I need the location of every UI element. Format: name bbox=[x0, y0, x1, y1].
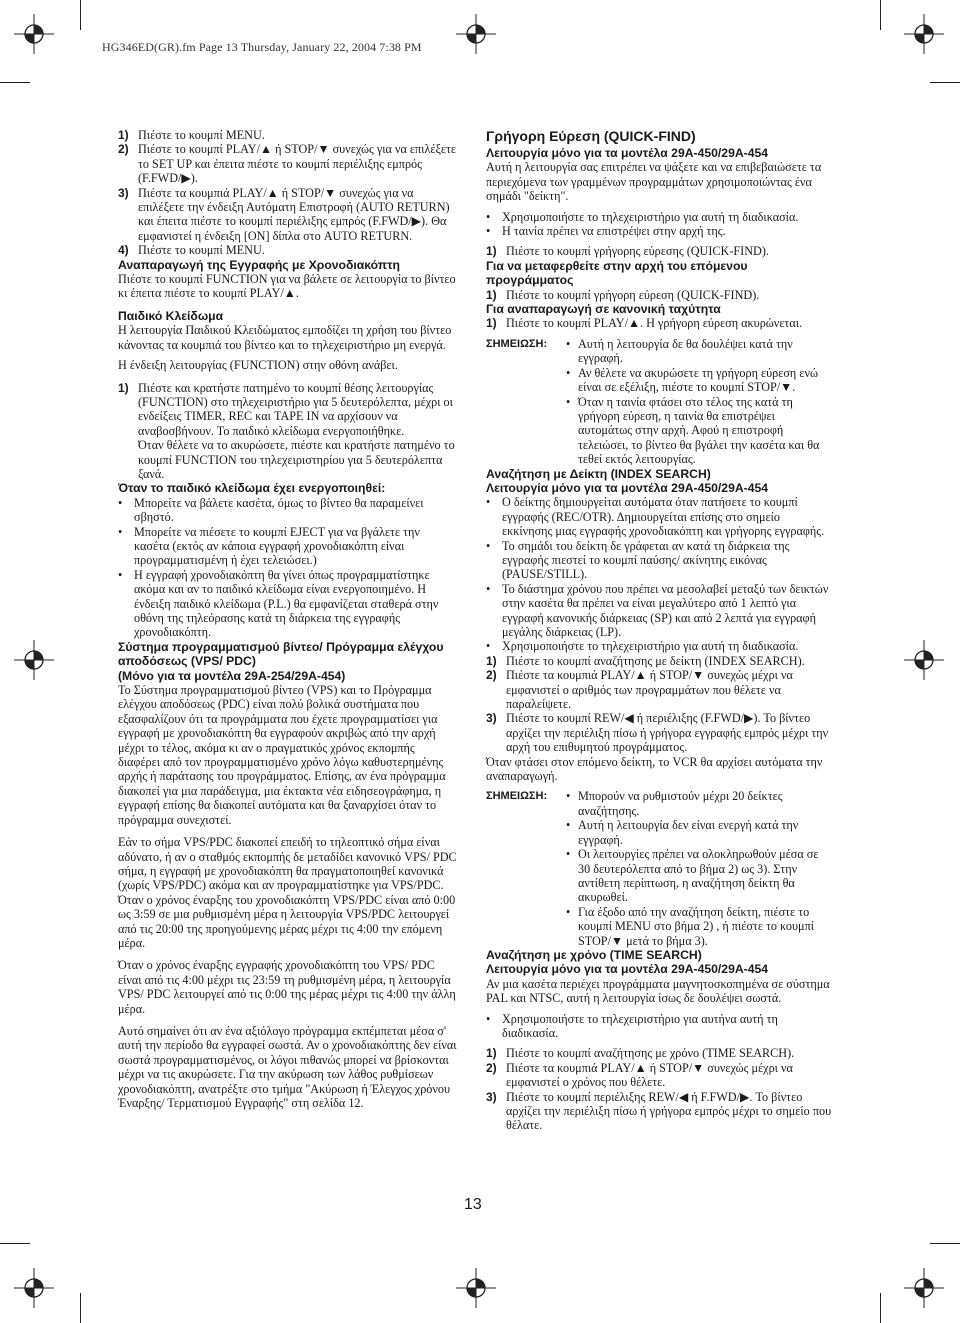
note-line: • Αν θέλετε να ακυρώσετε τη γρήγορη εύρεση ενώ είναι σε εξέλιξη, πιέστε το κουμπί STOP/▼. bbox=[566, 366, 832, 395]
note-line: • Μπορούν να ρυθμιστούν μέχρι 20 δείκτες αναζήτησης. bbox=[566, 789, 832, 818]
list-item: • Χρησιμοποιήστε το τηλεχειριστήριο για αυτή τη διαδικασία. bbox=[486, 210, 832, 224]
paragraph: Όταν ο χρόνος έναρξης εγγραφής χρονοδιακόπτη του VPS/ PDC είναι από τις 4:00 μέχρι τις 23:59 τη ρυθμισμένη μέρα, η λειτουργία VPS/ PDC λειτουργεί από τις 0:00 της μέρας μέχρι τις 4:00 την άλλη μέρα. bbox=[118, 958, 456, 1016]
step-text: Πιέστε το κουμπί αναζήτησης με δείκτη (INDEX SEARCH). bbox=[506, 653, 805, 668]
page-number: 13 bbox=[464, 1196, 482, 1213]
note-line: • Οι λειτουργίες πρέπει να ολοκληρωθούν μέσα σε 30 δευτερόλεπτα από το βήμα 2) ως 3). Στην αντίθετη περίπτωση, η αναζήτηση δείκτη θα ακυρωθεί. bbox=[566, 847, 832, 905]
step-number: 1) bbox=[486, 287, 497, 302]
step bbox=[118, 142, 458, 185]
note-label: ΣΗΜΕΙΩΣΗ: bbox=[486, 790, 548, 803]
step bbox=[486, 1061, 832, 1090]
model-note: Λειτουργία μόνο για τα μοντέλα 29A-450/29A-454 bbox=[486, 962, 769, 977]
note-line: • Όταν η ταινία φτάσει στο τέλος της κατά τη γρήγορη εύρεση, η ταινία θα επιστρέψει αυτομάτως στην αρχή. Αφού η επιστροφή τελειώσει, το βίντεο θα βγάλει την κασέτα και θα τεθεί εκτός λειτουργίας. bbox=[566, 395, 832, 467]
note-block bbox=[486, 337, 832, 467]
list-item-text: Το διάστημα χρόνου που πρέπει να μεσολαβεί μεταξύ των δεικτών στην κασέτα θα πρέπει να είναι μεγαλύτερο από 1 λεπτό για εγγραφή κανονικής διάρκειας (SP) και από 2 λεπτά για εγγραφή μεγάλης διάρκειας (LP). bbox=[502, 581, 829, 639]
step-text: Όταν θέλετε να το ακυρώσετε, πιέστε και κρατήστε πατημένο το κουμπί FUNCTION του τηλεχειριστηρίου για 5 δευτερόλεπτα ξανά. bbox=[138, 438, 455, 481]
section-heading-quick-find: Γρήγορη Εύρεση (QUICK-FIND) bbox=[486, 128, 696, 144]
crop-line bbox=[880, 0, 881, 30]
step-text: Πιέστε το κουμπί PLAY/▲ ή STOP/▼ συνεχώς για να επιλέξετε το SET UP και έπειτα πιέστε το κουμπί περιέλιξης εμπρός (F.FWD/▶). bbox=[138, 142, 457, 186]
step bbox=[118, 243, 458, 257]
step-number: 3) bbox=[486, 1089, 497, 1104]
step bbox=[486, 1090, 832, 1133]
note-text: Αυτή η λειτουργία δεν είναι ενεργή κατά την εγγραφή. bbox=[578, 818, 799, 847]
step-text: Πιέστε το κουμπί REW/◀ ή περιέλιξης (F.FWD/▶). Το βίντεο αρχίζει την περιέλιξη πίσω ή γρήγορα εγγραφής εμπρός μέχρι την αρχή του επιθυμητού προγράμματος. bbox=[506, 711, 829, 755]
section-heading-child-lock-active: Όταν το παιδικό κλείδωμα έχει ενεργοποιηθεί: bbox=[118, 481, 386, 496]
step-text: Πιέστε τα κουμπιά PLAY/▲ ή STOP/▼ συνεχώς μέχρι να εμφανιστεί ο αριθμός των προγραμμάτων που θέλετε να παραλείψετε. bbox=[506, 668, 793, 712]
list-item-text: Χρησιμοποιήστε το τηλεχειριστήριο για αυτή τη διαδικασία. bbox=[502, 639, 799, 654]
registration-mark-bottom-left bbox=[14, 1268, 54, 1308]
note-label: ΣΗΜΕΙΩΣΗ: bbox=[486, 337, 548, 350]
crop-line bbox=[80, 0, 81, 30]
section-heading-vps-pdc: Σύστημα προγραμματισμού βίντεο/ Πρόγραμμα ελέγχου αποδόσεως (VPS/ PDC) bbox=[118, 639, 444, 669]
paragraph: Αυτή η λειτουργία σας επιτρέπει να ψάξετε και να επιβεβαιώσετε τα περιεχόμενα των γραμμένων προγραμμάτων χρησιμοποιώντας ένα σημάδι "δείκτη". bbox=[486, 160, 822, 204]
step-text: Πιέστε το κουμπί περιέλιξης REW/◀ ή F.FWD/▶. Το βίντεο αρχίζει την περιέλιξη πίσω ή γρήγορα εμπρός μέχρι το σημείο που θέλατε. bbox=[506, 1089, 832, 1133]
paragraph: Πιέστε το κουμπί FUNCTION για να βάλετε σε λειτουργία το βίντεο κι έπειτα πιέστε το κουμπί PLAY/▲. bbox=[118, 272, 456, 301]
paragraph: Αυτό σημαίνει ότι αν ένα αξιόλογο πρόγραμμα εκπέμπεται μέσα σ' αυτή την περίοδο θα εγγραφεί σωστά. Αν ο χρονοδιακόπτης δεν είναι σωστά προγραμματισμένος, οι λόγοι πιθανώς μπορεί να βρίσκονται μέχρι να τις ακυρώσετε. Για την ακύρωση των λάθος ρυθμίσεων χρονοδιακόπτη, ανατρέξτε στο τμήμα "Ακύρωση ή Έλεγχος χρόνου Έναρξης/ Τερματισμού Εγγραφής" στη σελίδα 12. bbox=[118, 1023, 457, 1110]
right-column bbox=[486, 128, 832, 1133]
step bbox=[486, 288, 832, 302]
step bbox=[118, 186, 458, 244]
list-item: • Χρησιμοποιήστε το τηλεχειριστήριο για αυτή τη διαδικασία. bbox=[486, 639, 832, 653]
step-number: 2) bbox=[486, 668, 497, 683]
note-text: Όταν η ταινία φτάσει στο τέλος της κατά τη γρήγορη εύρεση, η ταινία θα επιστρέψει αυτομάτως στην αρχή. Αφού η επιστροφή τελειώσει, το βίντεο θα βγάλει την κασέτα και θα τεθεί εκτός λειτουργίας. bbox=[578, 394, 820, 467]
crop-line bbox=[930, 82, 960, 83]
step-number: 3) bbox=[486, 711, 497, 726]
note-text: Για έξοδο από την αναζήτηση δείκτη, πιέστε το κουμπί MENU στο βήμα 2) , ή πιέστε το κουμπί STOP/▼ μετά το βήμα 3). bbox=[578, 904, 814, 948]
crop-line bbox=[80, 1293, 81, 1323]
list-item-text: Μπορείτε να βάλετε κασέτα, όμως το βίντεο θα παραμείνει σβηστό. bbox=[134, 495, 424, 525]
step bbox=[486, 244, 832, 258]
section-heading-normal-speed: Για αναπαραγωγή σε κανονική ταχύτητα bbox=[486, 302, 721, 317]
step bbox=[118, 381, 458, 482]
auto-return-steps bbox=[118, 128, 458, 258]
step-number: 3) bbox=[118, 185, 129, 200]
step bbox=[486, 668, 832, 711]
step bbox=[486, 316, 832, 330]
step-number: 1) bbox=[118, 128, 129, 142]
section-heading-timer-playback: Αναπαραγωγή της Εγγραφής με Χρονοδιακόπτη bbox=[118, 257, 400, 272]
registration-mark-mid-left bbox=[14, 640, 54, 680]
paragraph: Το Σύστημα προγραμματισμού βίντεο (VPS) και το Πρόγραμμα ελέγχου αποδόσεως (PDC) είναι πολύ βολικά συστήματα που εξασφαλίζουν ότι τα προγράμματα που έχετε προγραμματίσει για εγγραφή με χρονοδιακόπτη θα εγγραφούν ακριβώς από την αρχή μέχρι το τέλος, ακόμα κι αν ο πραγματικός χρόνος εκπομπής διαφέρει από τον προγραμματισμένο χρόνο λόγω καθυστερημένης αρχής ή παράτασης του προγράμματος. Επίσης, αν ένα πρόγραμμα διακοπεί για μια παράδειγμα, μια έκτακτα νέα ειδησεογράφημα, η εγγραφή επίσης θα διακοπεί αυτόματα και θα ξαναρχίσει όταν το πρόγραμμα συνεχιστεί. bbox=[118, 683, 446, 827]
list-item: • Το διάστημα χρόνου που πρέπει να μεσολαβεί μεταξύ των δεικτών στην κασέτα θα πρέπει να είναι μεγαλύτερο από 1 λεπτό για εγγραφή κανονικής διάρκειας (SP) και από 2 λεπτά για εγγραφή μεγάλης διάρκειας (LP). bbox=[486, 582, 832, 640]
step-number: 1) bbox=[118, 380, 129, 395]
step-number: 1) bbox=[486, 244, 497, 259]
list-item-text: Χρησιμοποιήστε το τηλεχειριστήριο για αυτήνα αυτή τη διαδικασία. bbox=[502, 1011, 778, 1040]
step-number: 4) bbox=[118, 243, 129, 258]
section-heading-next-program: Για να μεταφερθείτε στην αρχή του επόμενου προγράμματος bbox=[486, 258, 748, 288]
step bbox=[118, 128, 458, 142]
left-column bbox=[118, 128, 458, 1110]
list-item: • Η εγγραφή χρονοδιακόπτη θα γίνει όπως προγραμματίστηκε ακόμα και αν το παιδικό κλείδωμα είναι ενεργοποιημένο. Η ένδειξη παιδικό κλείδωμα (P.L.) θα εμφανίζεται σταθερά στην οθόνη της τηλεόρασης κατά τη διάρκεια της εγγραφής χρονοδιακόπτη. bbox=[118, 568, 458, 640]
registration-mark-top-left bbox=[14, 14, 54, 54]
step-text: Πιέστε τα κουμπιά PLAY/▲ ή STOP/▼ συνεχώς μέχρι να εμφανιστεί ο χρόνος που θέλετε. bbox=[506, 1060, 793, 1090]
list-item: • Ο δείκτης δημιουργείται αυτόματα όταν πατήσετε το κουμπί εγγραφής (REC/OTR). Δημιουργείται επίσης στο σημείο εκκίνησης μιας εγγραφής χρονοδιακόπτη και γρήγορης εγγραφής. bbox=[486, 495, 832, 538]
list-item-text: Χρησιμοποιήστε το τηλεχειριστήριο για αυτή τη διαδικασία. bbox=[502, 209, 799, 224]
registration-mark-bottom-right bbox=[904, 1268, 944, 1308]
crop-line bbox=[0, 1243, 30, 1244]
list-item: • Μπορείτε να πιέσετε το κουμπί EJECT για να βγάλετε την κασέτα (εκτός αν κάποια εγγραφή χρονοδιακόπτη είναι προγραμματισμένη ή έχει τελειώσει.) bbox=[118, 525, 458, 568]
step-text: Πιέστε το κουμπί PLAY/▲. Η γρήγορη εύρεση ακυρώνεται. bbox=[506, 316, 803, 331]
step-text: Πιέστε τα κουμπιά PLAY/▲ ή STOP/▼ συνεχώς για να επιλέξετε την ένδειξη Αυτόματη Επιστροφή (AUTO RETURN) και έπειτα πιέστε το κουμπί περιέλιξης εμπρός (F.FWD/▶). Θα εμφανιστεί η ένδειξη [ON] δίπλα στο AUTO RETURN. bbox=[138, 185, 450, 243]
list-item: • Χρησιμοποιήστε το τηλεχειριστήριο για αυτήνα αυτή τη διαδικασία. bbox=[486, 1012, 832, 1041]
paragraph: Η λειτουργία Παιδικού Κλειδώματος εμποδίζει τη χρήση του βίντεο κάνοντας τα κουμπιά του βίντεο και το τηλεχειριστήριο μη ενεργά. bbox=[118, 323, 452, 352]
crop-line bbox=[930, 1243, 960, 1244]
paragraph: Εάν το σήμα VPS/PDC διακοπεί επειδή το τηλεοπτικό σήμα είναι αδύνατο, ή αν ο σταθμός εκπομπής δε μεταδίδει κανονικό VPS/ PDC σήμα, η εγγραφή με χρονοδιακόπτη θα πραγματοποιηθεί κανονικά (χωρίς VPS/PDC) ακόμα και αν προγραμματίστηκε για VPS/PDC. Όταν ο χρόνος έναρξης του χρονοδιακόπτη VPS/PDC είναι από 0:00 ως 3:59 σε μια ρυθμισμένη μέρα η λειτουργία VPS/PDC λειτουργεί από τις 20:00 της προηγούμενης μέρας μέχρι τις 4:00 την επόμενη μέρα. bbox=[118, 835, 457, 950]
step-number: 2) bbox=[486, 1060, 497, 1075]
section-subheading-vps-models: (Μόνο για τα μοντέλα 29A-254/29A-454) bbox=[118, 668, 346, 683]
registration-mark-top-right bbox=[904, 14, 944, 54]
step bbox=[486, 1046, 832, 1060]
crop-line bbox=[0, 82, 30, 83]
step bbox=[486, 654, 832, 668]
list-item: • Η ταινία πρέπει να επιστρέψει στην αρχή της. bbox=[486, 224, 832, 238]
step-number: 1) bbox=[486, 1046, 497, 1061]
note-line: • Αυτή η λειτουργία δε θα δουλέψει κατά την εγγραφή. bbox=[566, 337, 832, 366]
paragraph: Αν μια κασέτα περιέχει προγράμματα μαγνητοσκοπημένα σε σύστημα PAL και NTSC, αυτή η λειτουργία ίσως δε δουλέψει σωστά. bbox=[486, 976, 830, 1006]
list-item-text: Ο δείκτης δημιουργείται αυτόματα όταν πατήσετε το κουμπί εγγραφής (REC/OTR). Δημιουργείται επίσης στο σημείο εκκίνησης μιας εγγραφής χρονοδιακόπτη και γρήγορης εγγραφής. bbox=[502, 495, 825, 539]
section-heading-time-search: Αναζήτηση με χρόνο (TIME SEARCH) bbox=[486, 947, 702, 962]
note-text: Οι λειτουργίες πρέπει να ολοκληρωθούν μέσα σε 30 δευτερόλεπτα από το βήμα 2) ως 3). Στην αντίθετη περίπτωση, η αναζήτηση δείκτη θα ακυρωθεί. bbox=[578, 847, 819, 905]
step-text: Πιέστε το κουμπί γρήγορης εύρεσης (QUICK-FIND). bbox=[506, 244, 769, 259]
step-text: Πιέστε το κουμπί αναζήτησης με χρόνο (TIME SEARCH). bbox=[506, 1046, 795, 1061]
step-number: 1) bbox=[486, 653, 497, 668]
paragraph: Όταν φτάσει στον επόμενο δείκτη, το VCR θα αρχίσει αυτόματα την αναπαραγωγή. bbox=[486, 754, 823, 784]
model-note: Λειτουργία μόνο για τα μοντέλα 29A-450/29A-454 bbox=[486, 480, 769, 495]
registration-mark-bottom-center bbox=[456, 1268, 496, 1308]
list-item-text: Το σημάδι του δείκτη δε γράφεται αν κατά τη διάρκεια της εγγραφής πιεστεί το κουμπί παύσης/ ακίνητης εικόνας (PAUSE/STILL). bbox=[502, 538, 790, 582]
section-heading-index-search: Αναζήτηση με Δείκτη (INDEX SEARCH) bbox=[486, 466, 711, 481]
section-heading-child-lock: Παιδικό Κλείδωμα bbox=[118, 308, 224, 323]
step-text: Πιέστε το κουμπί MENU. bbox=[138, 128, 265, 142]
crop-line bbox=[880, 1293, 881, 1323]
list-item-text: Μπορείτε να πιέσετε το κουμπί EJECT για να βγάλετε την κασέτα (εκτός αν κάποια εγγραφή χρονοδιακόπτη είναι προγραμματισμένη ή έχει τελειώσει.) bbox=[134, 524, 420, 568]
paragraph: Η ένδειξη λειτουργίας (FUNCTION) στην οθόνη ανάβει. bbox=[118, 358, 398, 373]
note-text: Αν θέλετε να ακυρώσετε τη γρήγορη εύρεση ενώ είναι σε εξέλιξη, πιέστε το κουμπί STOP/▼. bbox=[578, 365, 818, 395]
list-item-text: Η ταινία πρέπει να επιστρέψει στην αρχή της. bbox=[502, 224, 726, 239]
note-line: • Για έξοδο από την αναζήτηση δείκτη, πιέστε το κουμπί MENU στο βήμα 2) , ή πιέστε το κουμπί STOP/▼ μετά το βήμα 3). bbox=[566, 905, 832, 948]
model-note: Λειτουργία μόνο για τα μοντέλα 29A-450/29A-454 bbox=[486, 146, 769, 160]
step-text: Πιέστε το κουμπί γρήγορη εύρεση (QUICK-FIND). bbox=[506, 287, 760, 302]
note-text: Αυτή η λειτουργία δε θα δουλέψει κατά την εγγραφή. bbox=[578, 336, 793, 366]
list-item: • Το σημάδι του δείκτη δε γράφεται αν κατά τη διάρκεια της εγγραφής πιεστεί το κουμπί παύσης/ ακίνητης εικόνας (PAUSE/STILL). bbox=[486, 539, 832, 582]
step-text: Πιέστε και κρατήστε πατημένο το κουμπί θέσης λειτουργίας (FUNCTION) στο τηλεχειριστήριο για 5 δευτερόλεπτα, μέχρι οι ενδείξεις TIMER, REC και TAPE IN να αρχίσουν να αναβοσβήνουν. Το παιδικό κλείδωμα ενεργοποιήθηκε. bbox=[138, 380, 453, 438]
note-block bbox=[486, 789, 832, 947]
step-text: Πιέστε το κουμπί MENU. bbox=[138, 243, 265, 258]
registration-mark-top-center bbox=[456, 14, 496, 54]
note-line: • Αυτή η λειτουργία δεν είναι ενεργή κατά την εγγραφή. bbox=[566, 818, 832, 847]
note-text: Μπορούν να ρυθμιστούν μέχρι 20 δείκτες αναζήτησης. bbox=[578, 789, 783, 818]
step bbox=[486, 711, 832, 754]
step-number: 2) bbox=[118, 142, 129, 157]
list-item: • Μπορείτε να βάλετε κασέτα, όμως το βίντεο θα παραμείνει σβηστό. bbox=[118, 496, 458, 525]
page-header: HG346ED(GR).fm Page 13 Thursday, January 22, 2004 7:38 PM bbox=[102, 40, 422, 54]
list-item-text: Η εγγραφή χρονοδιακόπτη θα γίνει όπως προγραμματίστηκε ακόμα και αν το παιδικό κλείδωμα είναι ενεργοποιημένο. Η ένδειξη παιδικό κλείδωμα (P.L.) θα εμφανίζεται σταθερά στην οθόνη της τηλεόρασης κατά τη διάρκεια της εγγραφής χρονοδιακόπτη. bbox=[134, 567, 439, 640]
registration-mark-mid-right bbox=[904, 640, 944, 680]
step-number: 1) bbox=[486, 316, 497, 331]
